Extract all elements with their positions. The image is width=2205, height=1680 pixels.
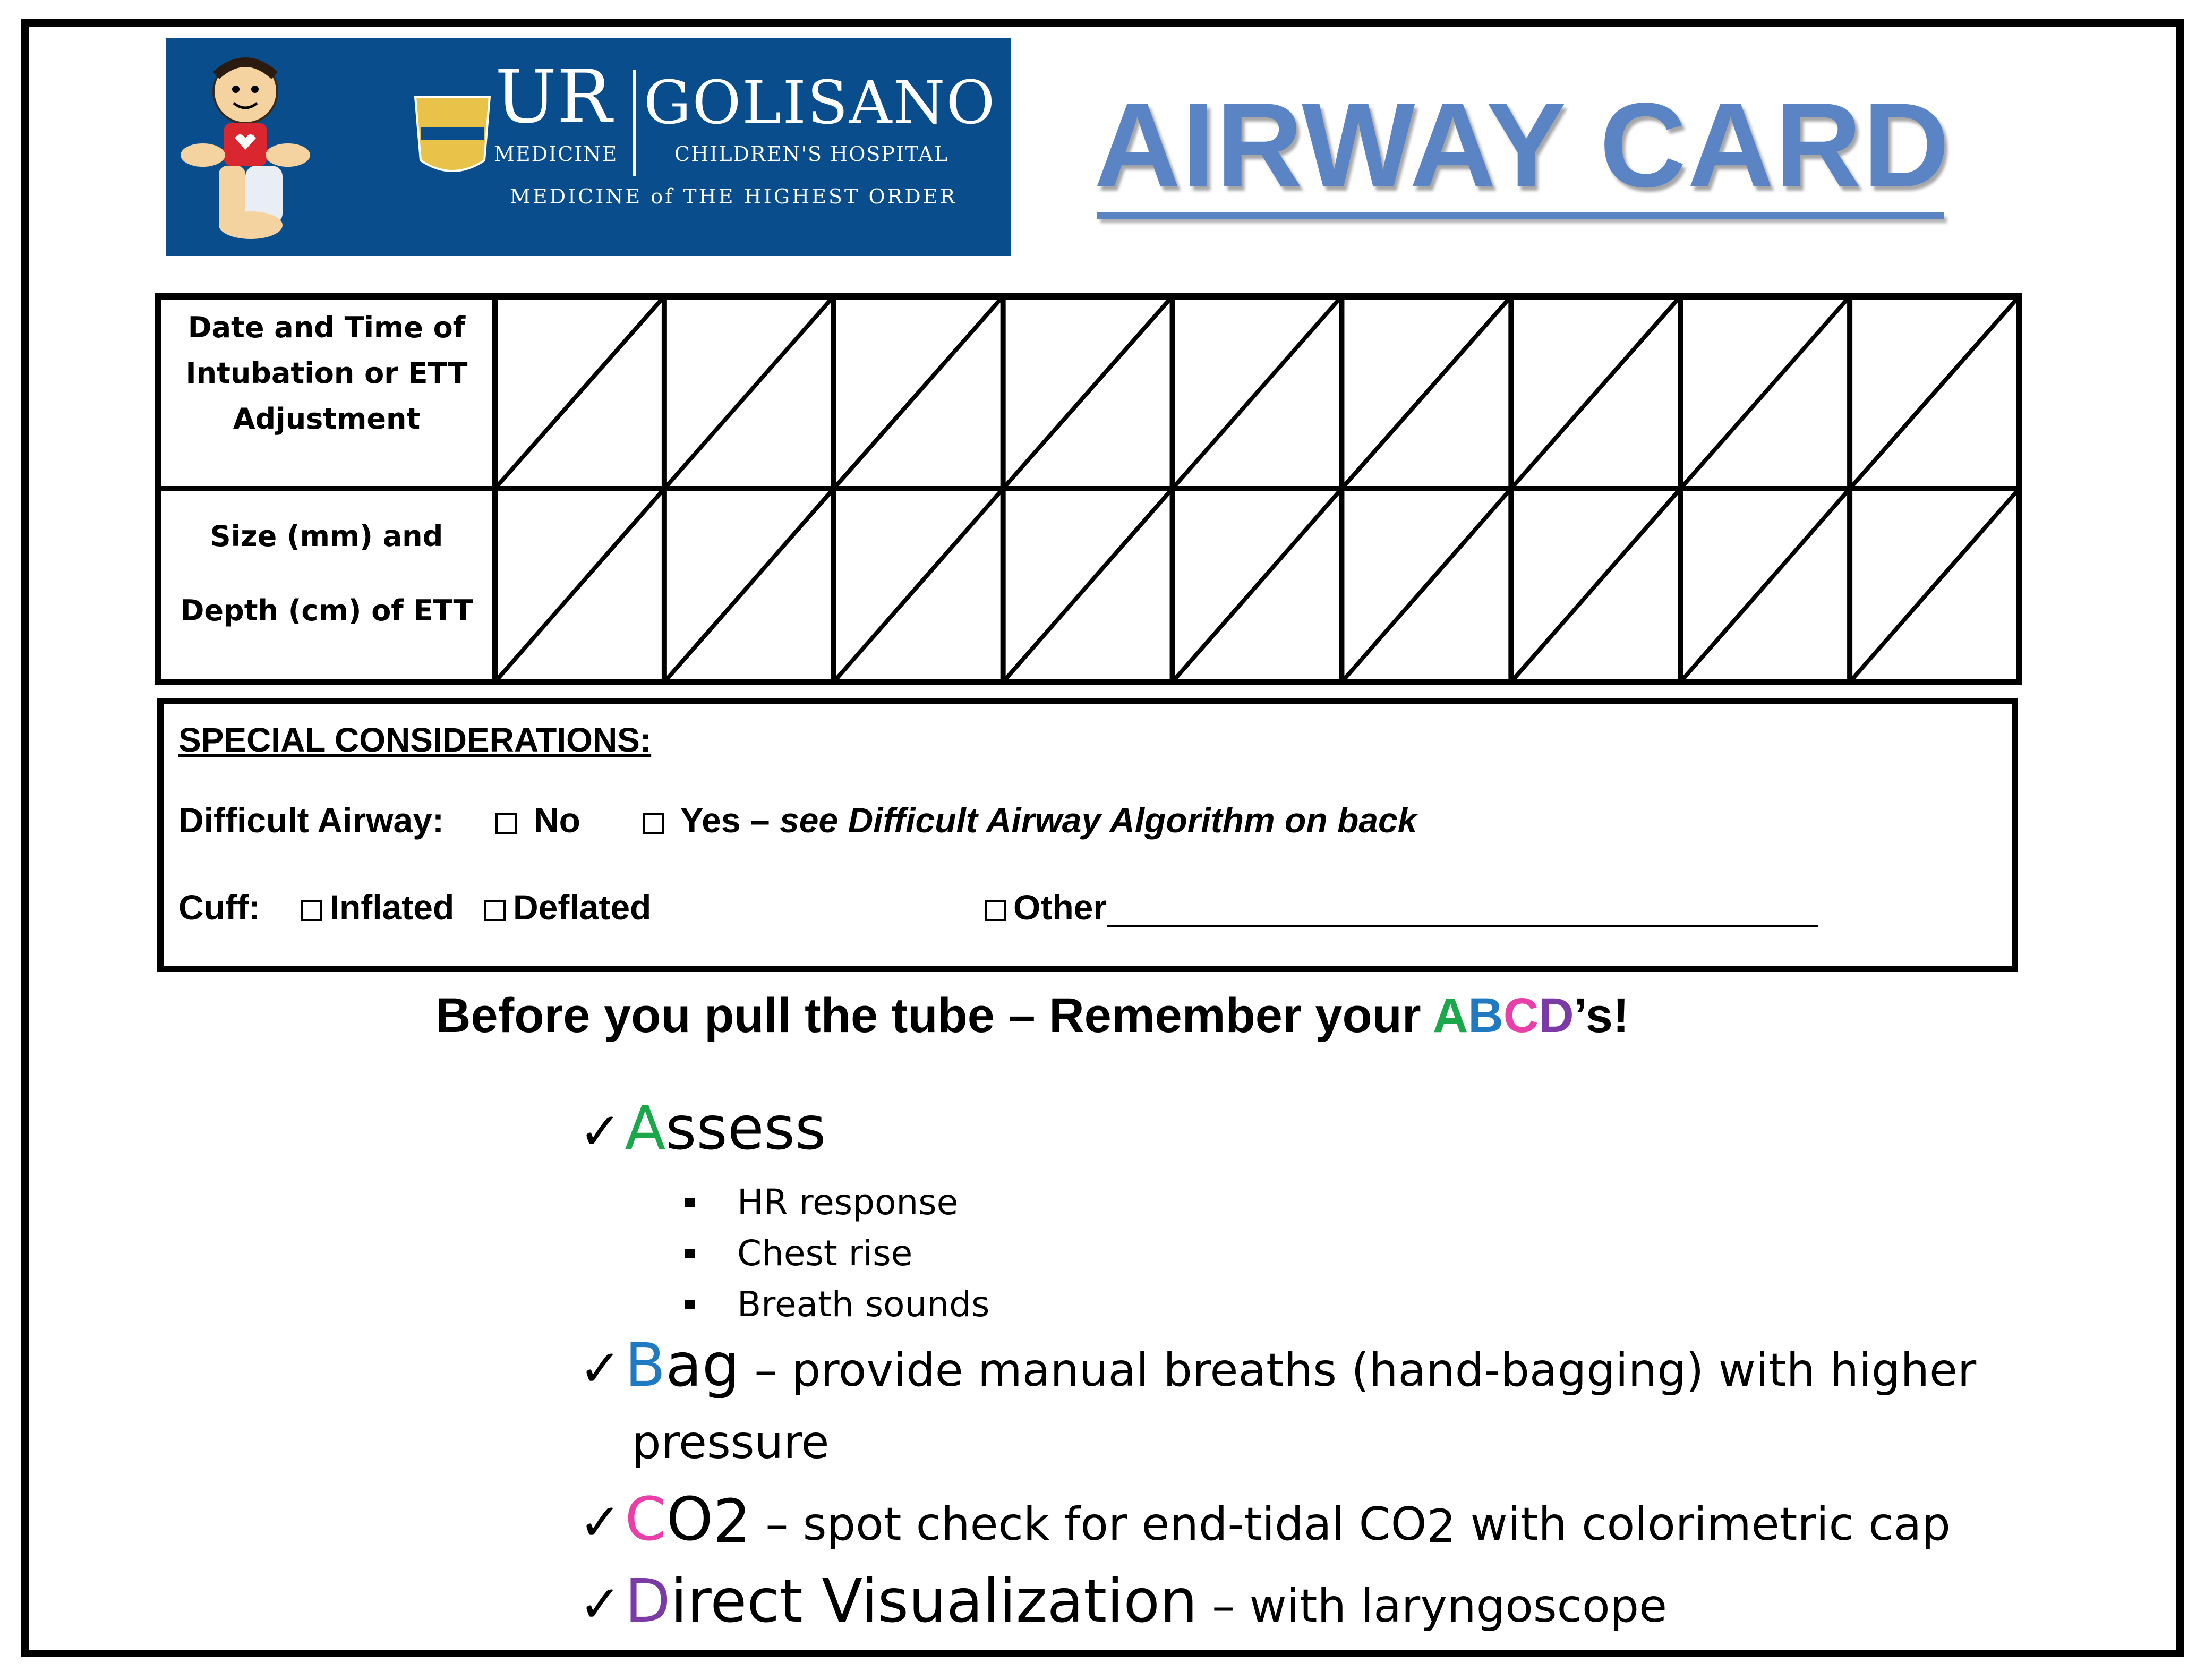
yes-label: Yes – [680, 800, 770, 840]
grid-cell-diagonal[interactable] [1850, 296, 2019, 489]
yes-note: see Difficult Airway Algorithm on back [779, 800, 1417, 840]
logo-medicine: MEDICINE [494, 142, 618, 166]
assess-list [685, 1177, 989, 1330]
grid-cell-diagonal[interactable] [495, 296, 664, 489]
grid-cell-diagonal[interactable] [664, 489, 834, 682]
bullet-icon [685, 1198, 695, 1207]
assess-item-chest: Chest rise [737, 1233, 913, 1274]
cuff-inflated-checkbox[interactable] [301, 900, 322, 921]
reminder-suffix: ’s! [1574, 988, 1629, 1043]
other-blank-field[interactable] [1107, 896, 1818, 927]
grid-cell-diagonal[interactable] [1003, 296, 1173, 489]
grid-cell-diagonal[interactable] [834, 296, 1003, 489]
row1-line1: Date and Time of [187, 311, 466, 344]
dv-letter: D [625, 1567, 671, 1636]
grid-cell-diagonal[interactable] [495, 489, 664, 682]
row1-line2: Intubation or ETT [185, 356, 468, 390]
check-direct-visualization [579, 1567, 1667, 1636]
row1-line3: Adjustment [233, 402, 421, 436]
row-label-size-depth [159, 499, 494, 648]
hospital-logo [166, 38, 1011, 256]
bullet-icon [685, 1300, 695, 1309]
other-line [985, 887, 1818, 927]
other-label: Other [1013, 888, 1107, 927]
assess-item-hr: HR response [737, 1182, 959, 1223]
grid-cell-diagonal[interactable] [1173, 489, 1342, 682]
logo-motto: MEDICINE of THE HIGHEST ORDER [510, 185, 958, 208]
cuff-label: Cuff: [178, 888, 260, 927]
grid-cell-diagonal[interactable] [1680, 489, 1850, 682]
abcd-reminder [435, 988, 1629, 1044]
row-label-date-time [159, 305, 494, 442]
difficult-airway-label: Difficult Airway: [178, 800, 444, 840]
reminder-letter-b: B [1468, 988, 1503, 1043]
check-icon: ✓ [579, 1338, 622, 1398]
reminder-letter-d: D [1539, 988, 1574, 1043]
deflated-label: Deflated [512, 888, 652, 927]
assess-text: ssess [665, 1094, 826, 1163]
grid-cell-diagonal[interactable] [1680, 296, 1850, 489]
grid-cell-diagonal[interactable] [1341, 296, 1511, 489]
difficult-airway-yes-checkbox[interactable] [643, 813, 664, 834]
reminder-letter-c: C [1503, 988, 1539, 1043]
cuff-deflated-checkbox[interactable] [484, 900, 506, 921]
co2-text: O [666, 1485, 713, 1554]
inflated-label: Inflated [329, 888, 455, 927]
grid-cell-diagonal[interactable] [1850, 489, 2019, 682]
row2-line2: Depth (cm) of ETT [180, 594, 473, 627]
check-icon: ✓ [579, 1102, 622, 1161]
difficult-airway-no-checkbox[interactable] [495, 813, 517, 834]
grid-cell-diagonal[interactable] [1173, 296, 1342, 489]
assess-item-breath: Breath sounds [737, 1284, 990, 1325]
bag-text: ag [665, 1331, 740, 1400]
dv-text: irect Visualization [670, 1567, 1198, 1636]
bag-description: – provide manual breaths (hand-bagging) with higher [740, 1344, 1977, 1397]
check-assess [579, 1094, 826, 1163]
check-bag [579, 1331, 1976, 1400]
grid-cell-diagonal[interactable] [1341, 489, 1511, 682]
other-checkbox[interactable] [985, 900, 1006, 921]
row2-line1: Size (mm) and [210, 519, 443, 553]
list-item [685, 1228, 989, 1279]
bag-letter: B [625, 1331, 666, 1400]
logo-ur: UR [495, 54, 612, 140]
co2-description-end: with colorimetric cap [1456, 1498, 1951, 1551]
grid-cell-diagonal[interactable] [1511, 296, 1680, 489]
dv-description: – with laryngoscope [1197, 1580, 1668, 1633]
logo-separator [633, 70, 636, 176]
check-icon: ✓ [579, 1574, 622, 1634]
cuff-line [178, 887, 651, 927]
grid-cell-diagonal[interactable] [834, 489, 1003, 682]
grid-cell-diagonal[interactable] [1003, 489, 1173, 682]
reminder-text: Before you pull the tube – Remember your [435, 988, 1433, 1043]
list-item [685, 1279, 989, 1330]
reminder-letter-a: A [1432, 988, 1468, 1043]
grid-cell-diagonal[interactable] [664, 296, 834, 489]
check-co2 [579, 1485, 1951, 1556]
special-considerations-box [157, 698, 2018, 972]
title-underline [1097, 212, 1944, 219]
co2-subscript: 2 [713, 1487, 751, 1557]
logo-golisano: GOLISANO [644, 69, 996, 138]
bag-description-cont: pressure [632, 1416, 830, 1469]
check-icon: ✓ [579, 1493, 622, 1552]
page-title: AIRWAY CARD [1094, 78, 1951, 212]
logo-childrens-hospital: CHILDREN'S HOSPITAL [674, 142, 948, 166]
bullet-icon [685, 1249, 695, 1258]
difficult-airway-line [178, 800, 1417, 840]
special-considerations-heading: SPECIAL CONSIDERATIONS: [178, 721, 652, 759]
grid-cell-diagonal[interactable] [1511, 489, 1680, 682]
co2-desc-subscript: 2 [1426, 1500, 1456, 1554]
co2-description: – spot check for end-tidal CO [751, 1498, 1427, 1551]
no-label: No [533, 800, 580, 840]
co2-letter: C [625, 1485, 666, 1554]
assess-letter: A [625, 1094, 666, 1163]
list-item [685, 1177, 989, 1228]
